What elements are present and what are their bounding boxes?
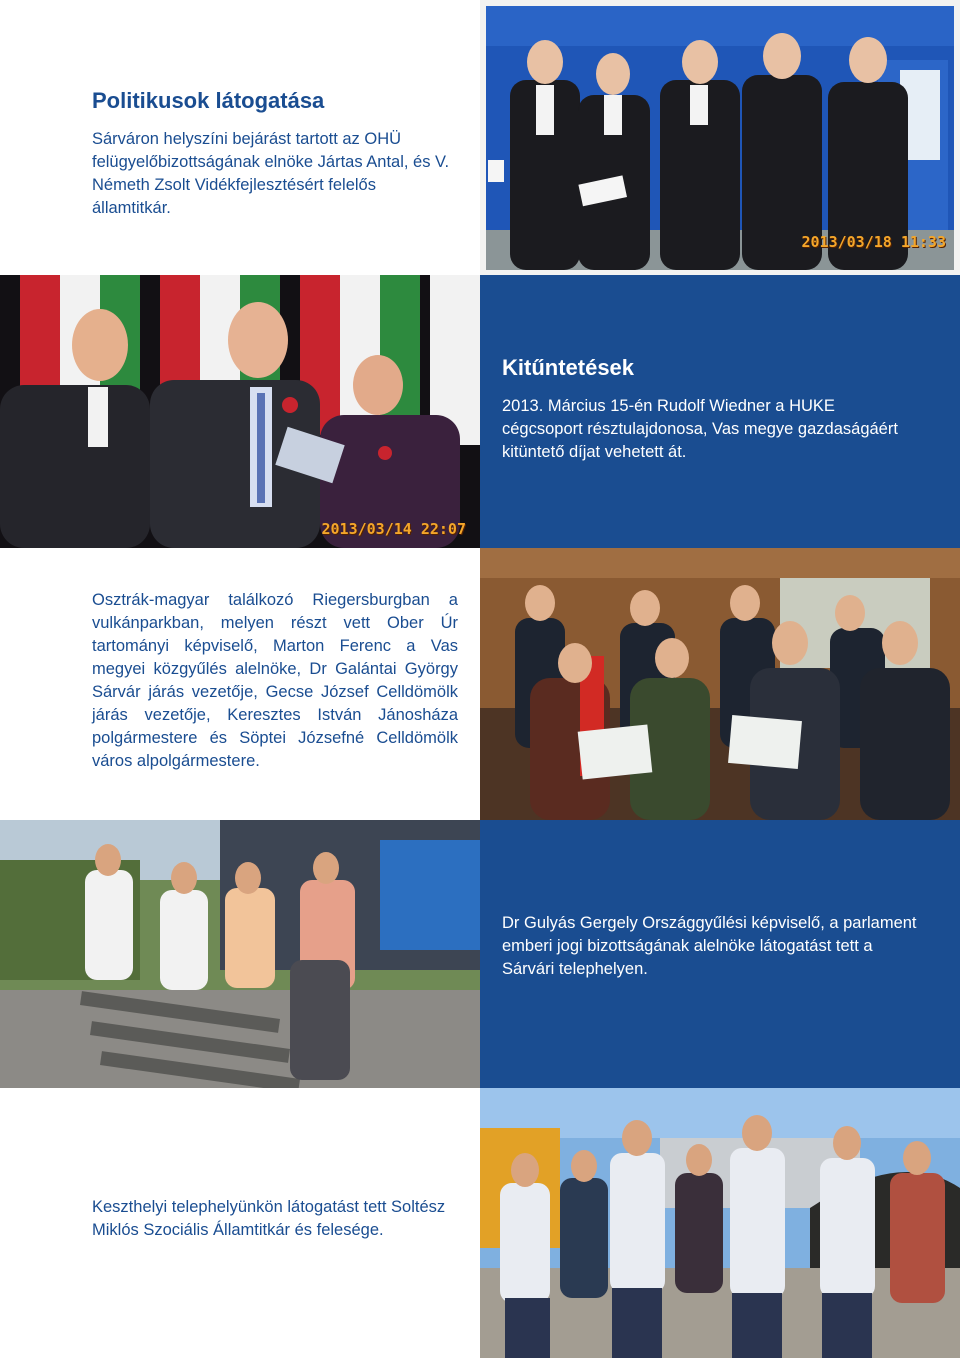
politicians-photo bbox=[480, 0, 960, 275]
awards-text: 2013. Március 15-én Rudolf Wiedner a HUKE cégcsoport résztulajdonosa, Vas megye gazdaságáért kitüntető díjat vehetett át. bbox=[502, 397, 898, 461]
politicians-title: Politikusok látogatása bbox=[92, 88, 325, 113]
politicians-text: Sárváron helyszíni bejárást tartott az OHÜ felügyelőbizottságának elnöke Jártas Antal, és V. Németh Zsolt Vidékfejlesztésért felelős államtitkár. bbox=[92, 130, 450, 217]
keszthely-visit-text: Keszthelyi telephelyünkön látogatást tett Soltész Miklós Szociális Államtitkár és felesége. bbox=[92, 1198, 446, 1239]
awards-photo bbox=[0, 275, 480, 548]
politicians-photo-timestamp: 2013/03/18 11:33 bbox=[801, 233, 946, 251]
gulyas-visit-text: Dr Gulyás Gergely Országgyűlési képviselő, a parlament emberi jogi bizottságának alelnöke látogatást tett a Sárvári telephelyen. bbox=[502, 914, 917, 978]
keszthely-visit-photo bbox=[480, 1088, 960, 1358]
austro-hungarian-text: Osztrák-magyar találkozó Riegersburgban a vulkánparkban, melyen részt vett Ober Úr tartományi képviselő, Marton Ferenc a Vas megyei közgyűlés alelnöke, Dr Galántai György Sárvár járás vezetője, Gecse József Celldömölk járás vezetője, Keresztes István Jánosháza polgármestere és Söptei Józsefné Celldömölk város alpolgármestere. bbox=[92, 591, 458, 770]
gulyas-visit-text-block bbox=[480, 820, 960, 1088]
austro-hungarian-text-block bbox=[0, 548, 480, 820]
awards-photo-timestamp: 2013/03/14 22:07 bbox=[321, 520, 466, 538]
awards-text-block bbox=[480, 275, 960, 548]
gulyas-visit-photo bbox=[0, 820, 480, 1088]
keszthely-visit-text-block bbox=[0, 1088, 480, 1358]
awards-title: Kitűntetések bbox=[502, 355, 635, 380]
austro-hungarian-photo bbox=[480, 548, 960, 820]
politicians-text-block bbox=[0, 0, 480, 275]
